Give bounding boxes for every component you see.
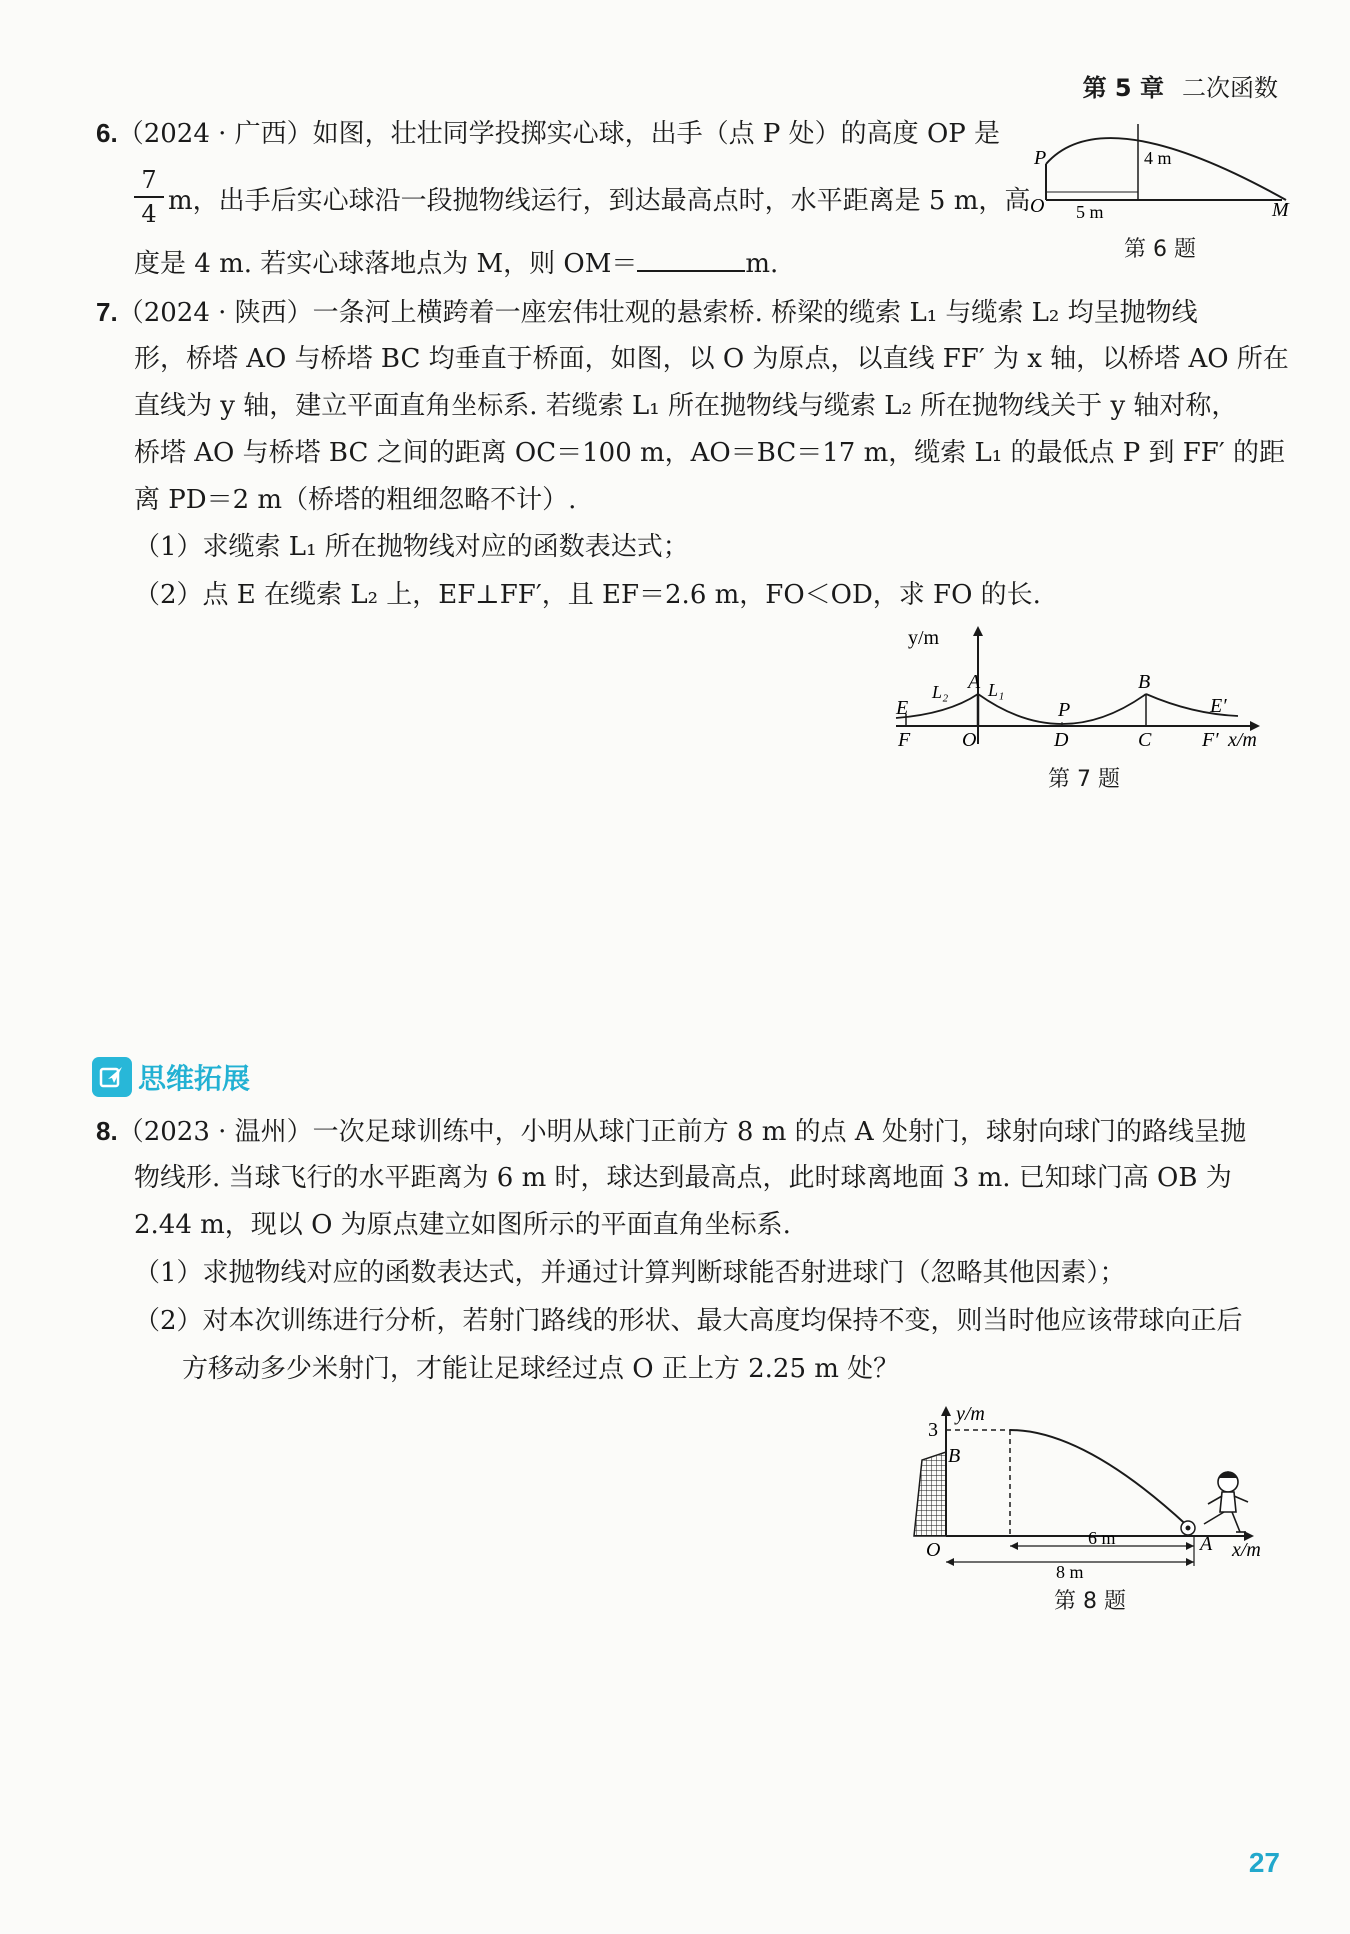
q7-sub-1: （1）求缆索 L₁ 所在抛物线对应的函数表达式； — [134, 532, 689, 562]
figure-8-caption: 第 8 题 — [1054, 1589, 1126, 1614]
q8-number: 8. — [96, 1116, 118, 1146]
q7-text-3: 直线为 y 轴，建立平面直角坐标系. 若缆索 L₁ 所在抛物线与缆索 L₂ 所在抛物线关于 y 轴对称， — [134, 391, 1238, 421]
figure-7-label-l1: L₁ — [988, 680, 1005, 700]
figure-7-label-d: D — [1054, 729, 1069, 751]
figure-8-label-o: O — [926, 1539, 941, 1561]
figure-6-label-m: M — [1272, 199, 1289, 221]
q8-text-3: 2.44 m，现以 O 为原点建立如图所示的平面直角坐标系. — [134, 1210, 791, 1240]
figure-7-label-p: P — [1058, 699, 1071, 721]
figure-8-goal — [914, 1452, 946, 1536]
q6-number: 6. — [96, 118, 118, 148]
q6-answer-blank[interactable] — [637, 248, 745, 272]
figure-8-label-3: 3 — [928, 1419, 938, 1441]
q8-sub-2b: 方移动多少米射门，才能让足球经过点 O 正上方 2.25 m 处？ — [182, 1354, 900, 1384]
figure-7-label-l2: L₂ — [932, 682, 949, 702]
figure-7-label-a: A — [968, 671, 981, 693]
figure-7-label-e-prime: E′ — [1210, 695, 1227, 717]
q8-sub-1: （1）求抛物线对应的函数表达式，并通过计算判断球能否射进球门（忽略其他因素）； — [134, 1258, 1126, 1288]
figure-7-label-o: O — [962, 729, 977, 751]
figure-7-label-f: F — [898, 729, 911, 751]
q6-text-2: m，出手后实心球沿一段抛物线运行，到达最高点时，水平距离是 5 m，高 — [168, 186, 1031, 216]
figure-7-caption: 第 7 题 — [1048, 767, 1120, 792]
figure-8-label-a: A — [1200, 1533, 1213, 1555]
figure-8 — [906, 1400, 1286, 1580]
q6-text-3b: m. — [745, 249, 779, 279]
q7-sub-2: （2）点 E 在缆索 L₂ 上，EF⊥FF′，且 EF＝2.6 m，FO＜OD，求 FO 的长. — [134, 580, 1041, 610]
figure-8-label-6m: 6 m — [1088, 1528, 1116, 1548]
q6-text-3a: 度是 4 m. 若实心球落地点为 M，则 OM＝ — [134, 249, 638, 279]
page-number: 27 — [1248, 1847, 1280, 1878]
q7-text-2: 形，桥塔 AO 与桥塔 BC 均垂直于桥面，如图，以 O 为原点，以直线 FF′ 为 x 轴，以桥塔 AO 所在 — [134, 344, 1289, 374]
figure-8-ylabel: y/m — [956, 1403, 985, 1425]
figure-8-label-8m: 8 m — [1056, 1562, 1084, 1580]
q8-sub-2a: （2）对本次训练进行分析，若射门路线的形状、最大高度均保持不变，则当时他应该带球向正后 — [134, 1306, 1243, 1336]
figure-7-label-f-prime: F′ — [1202, 729, 1219, 751]
q8-line-1 — [96, 1114, 1246, 1149]
q7-text-5: 离 PD＝2 m（桥塔的粗细忽略不计）. — [134, 485, 577, 515]
figure-6-label-p: P — [1034, 147, 1047, 169]
figure-8-xlabel: x/m — [1232, 1539, 1261, 1561]
figure-8-label-b: B — [948, 1445, 961, 1467]
q6-line-3 — [134, 247, 778, 281]
q7-number: 7. — [96, 297, 118, 327]
q6-fraction-denominator: 4 — [141, 200, 157, 228]
figure-6 — [1020, 112, 1290, 222]
q7-line-1 — [96, 295, 1198, 330]
figure-7-ylabel: y/m — [908, 627, 940, 649]
figure-8-player — [1204, 1472, 1248, 1532]
q6-fraction-numerator: 7 — [141, 166, 157, 194]
figure-6-distance: 5 m — [1076, 202, 1104, 222]
figure-8-trajectory — [1010, 1430, 1194, 1532]
section-header — [92, 1056, 250, 1098]
figure-6-height: 4 m — [1144, 148, 1172, 168]
q7-text-1: （2024 · 陕西）一条河上横跨着一座宏伟壮观的悬索桥. 桥梁的缆索 L₁ 与缆索 L₂ 均呈抛物线 — [117, 298, 1198, 328]
figure-7-label-b: B — [1138, 671, 1151, 693]
q8-text-1: （2023 · 温州）一次足球训练中，小明从球门正前方 8 m 的点 A 处射门，球射向球门的路线呈抛 — [117, 1117, 1246, 1147]
chapter-number: 第 5 章 — [1082, 74, 1164, 102]
q8-text-2: 物线形. 当球飞行的水平距离为 6 m 时，球达到最高点，此时球离地面 3 m. 已知球门高 OB 为 — [134, 1163, 1232, 1193]
figure-6-label-o: O — [1030, 195, 1045, 217]
figure-7-label-c: C — [1138, 729, 1152, 751]
figure-7-label-e: E — [896, 697, 909, 719]
figure-7-xlabel: x/m — [1228, 729, 1257, 751]
section-title: 思维拓展 — [138, 1062, 251, 1095]
q6-text-1: （2024 · 广西）如图，壮壮同学投掷实心球，出手（点 P 处）的高度 OP 是 — [117, 119, 1001, 149]
chapter-title: 二次函数 — [1182, 74, 1278, 102]
q6-line-1 — [96, 116, 1000, 151]
q7-text-4: 桥塔 AO 与桥塔 BC 之间的距离 OC＝100 m，AO＝BC＝17 m，缆索 L₁ 的最低点 P 到 FF′ 的距 — [134, 438, 1285, 468]
figure-6-caption: 第 6 题 — [1124, 237, 1196, 262]
q6-fraction — [134, 166, 164, 228]
chapter-header — [1083, 68, 1278, 103]
section-icon — [92, 1057, 132, 1097]
figure-7 — [892, 624, 1282, 754]
